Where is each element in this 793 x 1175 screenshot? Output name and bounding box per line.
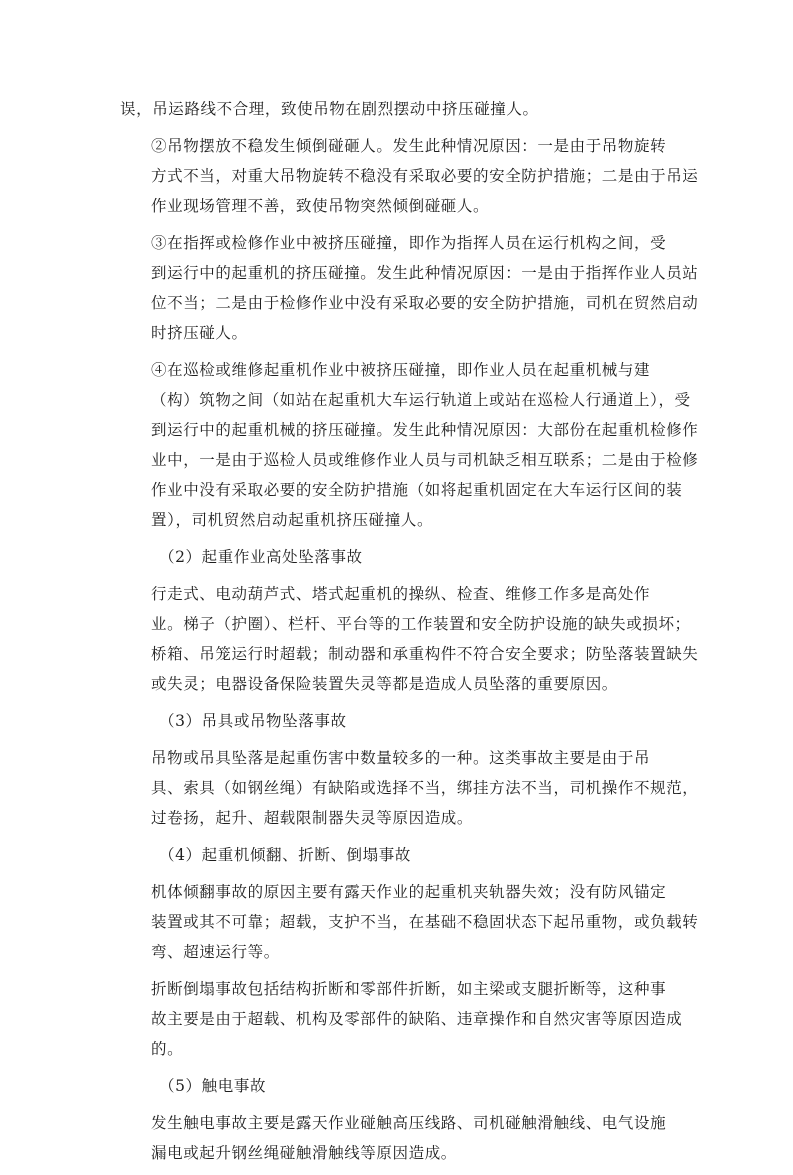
text-line: 装置或其不可靠；超载，支护不当，在基础不稳固状态下起吊重物，或负载转: [151, 913, 699, 931]
text-line: 误，吊运路线不合理，致使吊物在剧烈摆动中挤压碰撞人。: [120, 100, 539, 118]
text-line: 漏电或起升钢丝绳碰触滑触线等原因造成。: [151, 1144, 457, 1162]
section-heading: [120, 1071, 676, 1101]
text-line: 到运行中的起重机械的挤压碰撞。发生此种情况原因：大部份在起重机检修作: [151, 421, 699, 439]
text-line: ④在巡检或维修起重机作业中被挤压碰撞，即作业人员在起重机械与建: [151, 361, 651, 379]
section-heading: [120, 840, 676, 870]
text-line: 折断倒塌事故包括结构折断和零部件折断，如主梁或支腿折断等，这种事: [151, 980, 667, 998]
text-line: 桥箱、吊笼运行时超载；制动器和承重构件不符合安全要求；防坠落装置缺失: [151, 645, 699, 663]
paragraph: [120, 877, 699, 967]
text-line: 作业现场管理不善，致使吊物突然倾倒碰砸人。: [151, 197, 490, 215]
text-line: 发生触电事故主要是露天作业碰触高压线路、司机碰触滑触线、电气设施: [151, 1114, 667, 1132]
text-line: 吊物或吊具坠落是起重伤害中数量较多的一种。这类事故主要是由于吊: [151, 749, 651, 767]
section-heading: [120, 542, 676, 572]
document-body: [120, 94, 699, 1175]
section-heading: [120, 706, 676, 736]
text-line: 行走式、电动葫芦式、塔式起重机的操纵、检查、维修工作多是高处作: [151, 585, 651, 603]
text-line: 的。: [151, 1040, 184, 1058]
text-line: 故主要是由于超载、机构及零部件的缺陷、违章操作和自然灾害等原因造成: [151, 1010, 683, 1028]
text-line: 方式不当，对重大吊物旋转不稳没有采取必要的安全防护措施；二是由于吊运: [151, 167, 699, 185]
paragraph: [120, 743, 699, 833]
text-line: 业。梯子（护圈）、栏杆、平台等的工作装置和安全防护设施的缺失或损坏；: [151, 615, 691, 633]
paragraph: [120, 974, 683, 1064]
text-line: （2）起重作业高处坠落事故: [159, 548, 363, 566]
paragraph: [120, 579, 699, 699]
text-line: 置），司机贸然启动起重机挤压碰撞人。: [151, 511, 434, 529]
text-line: ②吊物摆放不稳发生倾倒碰砸人。发生此种情况原因：一是由于吊物旋转: [151, 137, 667, 155]
text-line: 作业中没有采取必要的安全防护措施（如将起重机固定在大车运行区间的装: [151, 481, 683, 499]
paragraph: [120, 94, 676, 124]
text-line: （构）筑物之间（如站在起重机大车运行轨道上或站在巡检人行通道上），受: [151, 391, 691, 409]
text-line: （5）触电事故: [159, 1077, 267, 1095]
text-line: 过卷扬，起升、超载限制器失灵等原因造成。: [151, 809, 474, 827]
text-line: 或失灵；电器设备保险装置失灵等都是造成人员坠落的重要原因。: [151, 675, 618, 693]
paragraph: [120, 1108, 676, 1168]
text-line: ③在指挥或检修作业中被挤压碰撞，即作为指挥人员在运行机构之间，受: [151, 234, 667, 252]
text-line: 具、索具（如钢丝绳）有缺陷或选择不当，绑挂方法不当，司机操作不规范，: [151, 779, 699, 797]
text-line: （3）吊具或吊物坠落事故: [159, 712, 347, 730]
text-line: 业中，一是由于巡检人员或维修作业人员与司机缺乏相互联系；二是由于检修: [151, 451, 699, 469]
text-line: 位不当；二是由于检修作业中没有采取必要的安全防护措施，司机在贸然启动: [151, 294, 699, 312]
text-line: （4）起重机倾翻、折断、倒塌事故: [159, 846, 411, 864]
text-line: 到运行中的起重机的挤压碰撞。发生此种情况原因：一是由于指挥作业人员站: [151, 264, 699, 282]
text-line: 时挤压碰人。: [151, 324, 248, 342]
paragraph: [120, 228, 699, 348]
text-line: 弯、超速运行等。: [151, 943, 280, 961]
text-line: 机体倾翻事故的原因主要有露天作业的起重机夹轨器失效；没有防风锚定: [151, 883, 667, 901]
paragraph: [120, 131, 699, 221]
paragraph: [120, 355, 699, 535]
